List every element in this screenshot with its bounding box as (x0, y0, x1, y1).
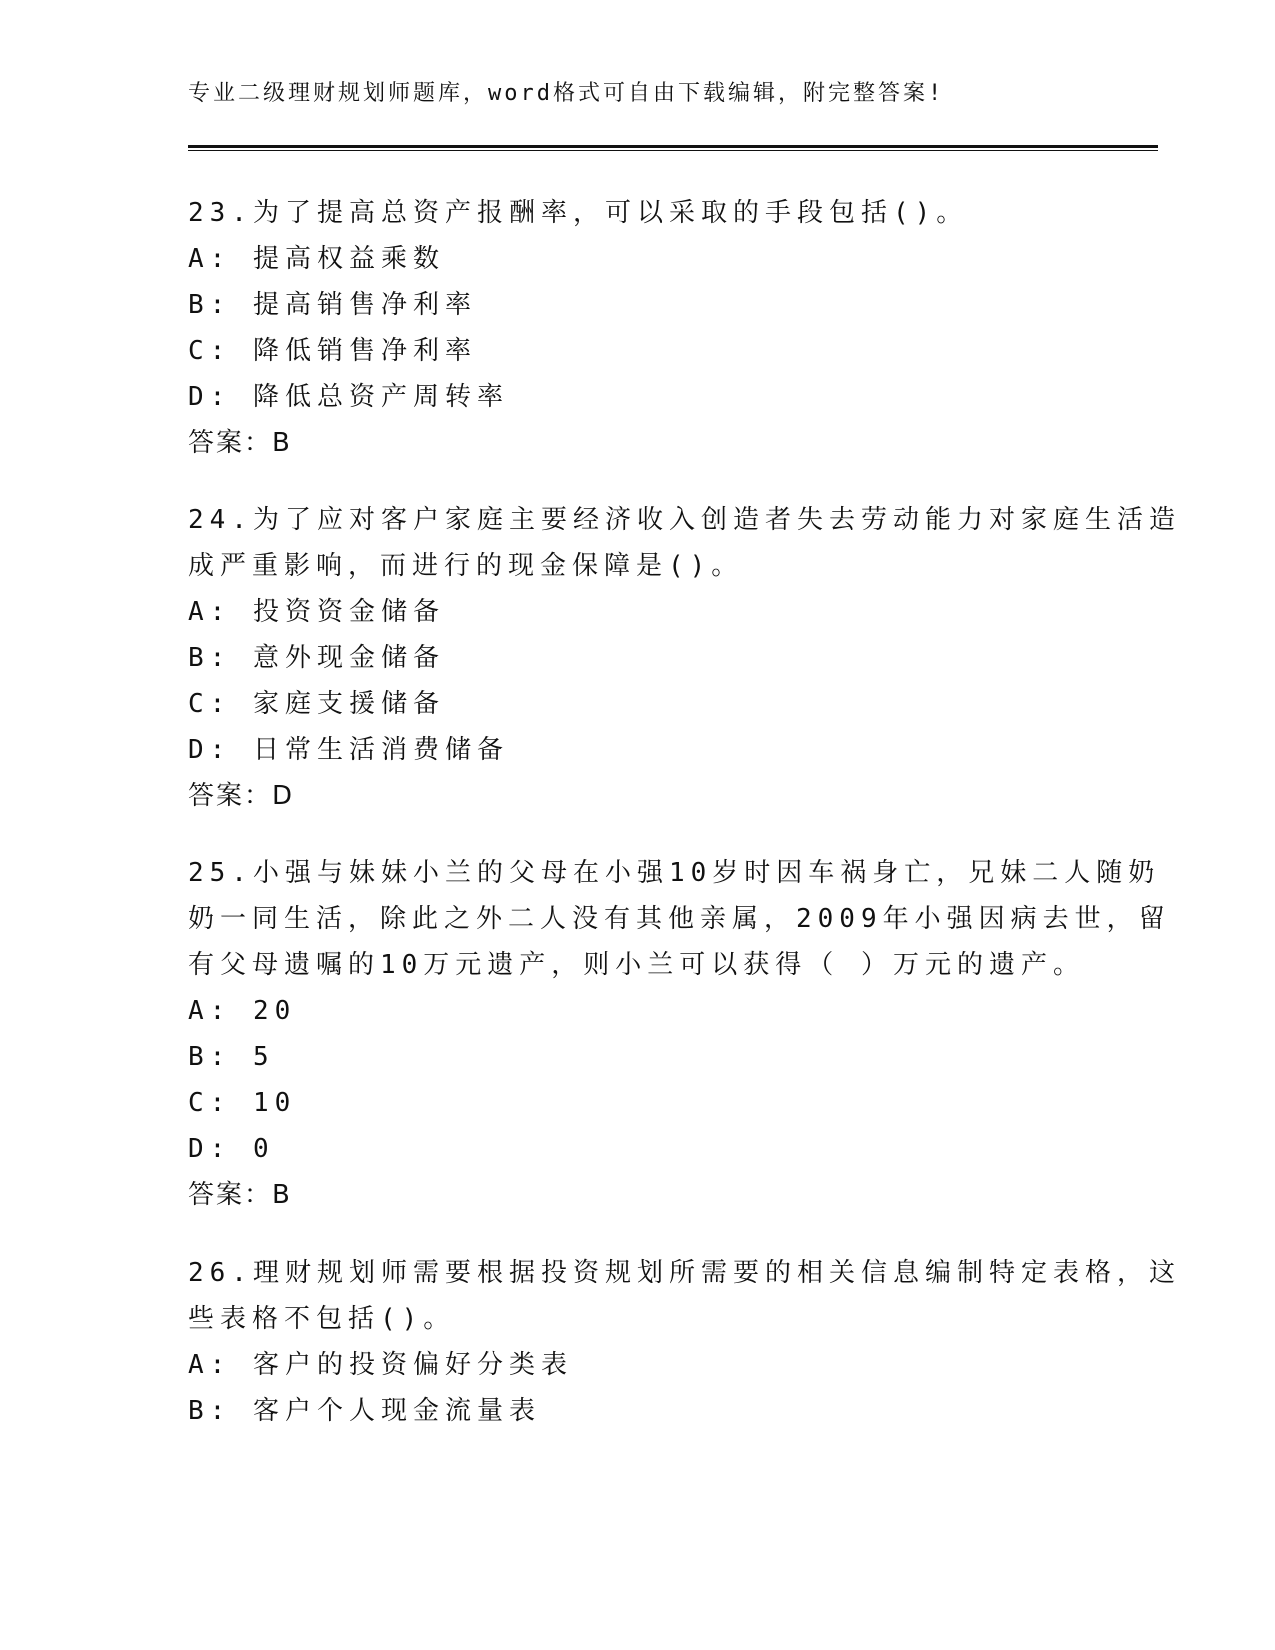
option-d: D: 0 (188, 1134, 275, 1164)
answer-text: 答案：D (188, 781, 295, 811)
option-b: B: 5 (188, 1042, 275, 1072)
question-stem: 有父母遗嘱的10万元遗产，则小兰可以获得（ ）万元的遗产。 (188, 950, 1085, 980)
option-c: C: 10 (188, 1088, 297, 1118)
answer-text: 答案：B (188, 428, 292, 458)
answer-text: 答案：B (188, 1180, 292, 1210)
header-divider (188, 145, 1158, 151)
option-d: D: 降低总资产周转率 (188, 382, 509, 412)
question-stem: 24.为了应对客户家庭主要经济收入创造者失去劳动能力对家庭生活造 (188, 505, 1181, 535)
question-stem: 奶一同生活，除此之外二人没有其他亲属，2009年小强因病去世，留 (188, 904, 1171, 934)
question-stem: 些表格不包括()。 (188, 1304, 456, 1334)
document-header: 专业二级理财规划师题库，word格式可自由下载编辑，附完整答案! (188, 81, 945, 106)
option-d: D: 日常生活消费储备 (188, 735, 509, 765)
option-a: A: 20 (188, 996, 297, 1026)
question-26 (188, 1250, 1181, 1434)
option-a: A: 提高权益乘数 (188, 244, 445, 274)
question-stem: 成严重影响，而进行的现金保障是()。 (188, 551, 744, 581)
question-stem: 26.理财规划师需要根据投资规划所需要的相关信息编制特定表格，这 (188, 1258, 1181, 1288)
question-25 (188, 850, 1171, 1218)
question-24 (188, 497, 1181, 819)
option-c: C: 降低销售净利率 (188, 336, 477, 366)
question-stem: 25.小强与妹妹小兰的父母在小强10岁时因车祸身亡，兄妹二人随奶 (188, 858, 1161, 888)
option-b: B: 意外现金储备 (188, 643, 445, 673)
option-a: A: 投资资金储备 (188, 597, 445, 627)
option-a: A: 客户的投资偏好分类表 (188, 1350, 573, 1380)
question-stem: 23.为了提高总资产报酬率，可以采取的手段包括()。 (188, 198, 969, 228)
option-b: B: 提高销售净利率 (188, 290, 477, 320)
question-23 (188, 190, 1088, 466)
option-c: C: 家庭支援储备 (188, 689, 445, 719)
option-b: B: 客户个人现金流量表 (188, 1396, 541, 1426)
